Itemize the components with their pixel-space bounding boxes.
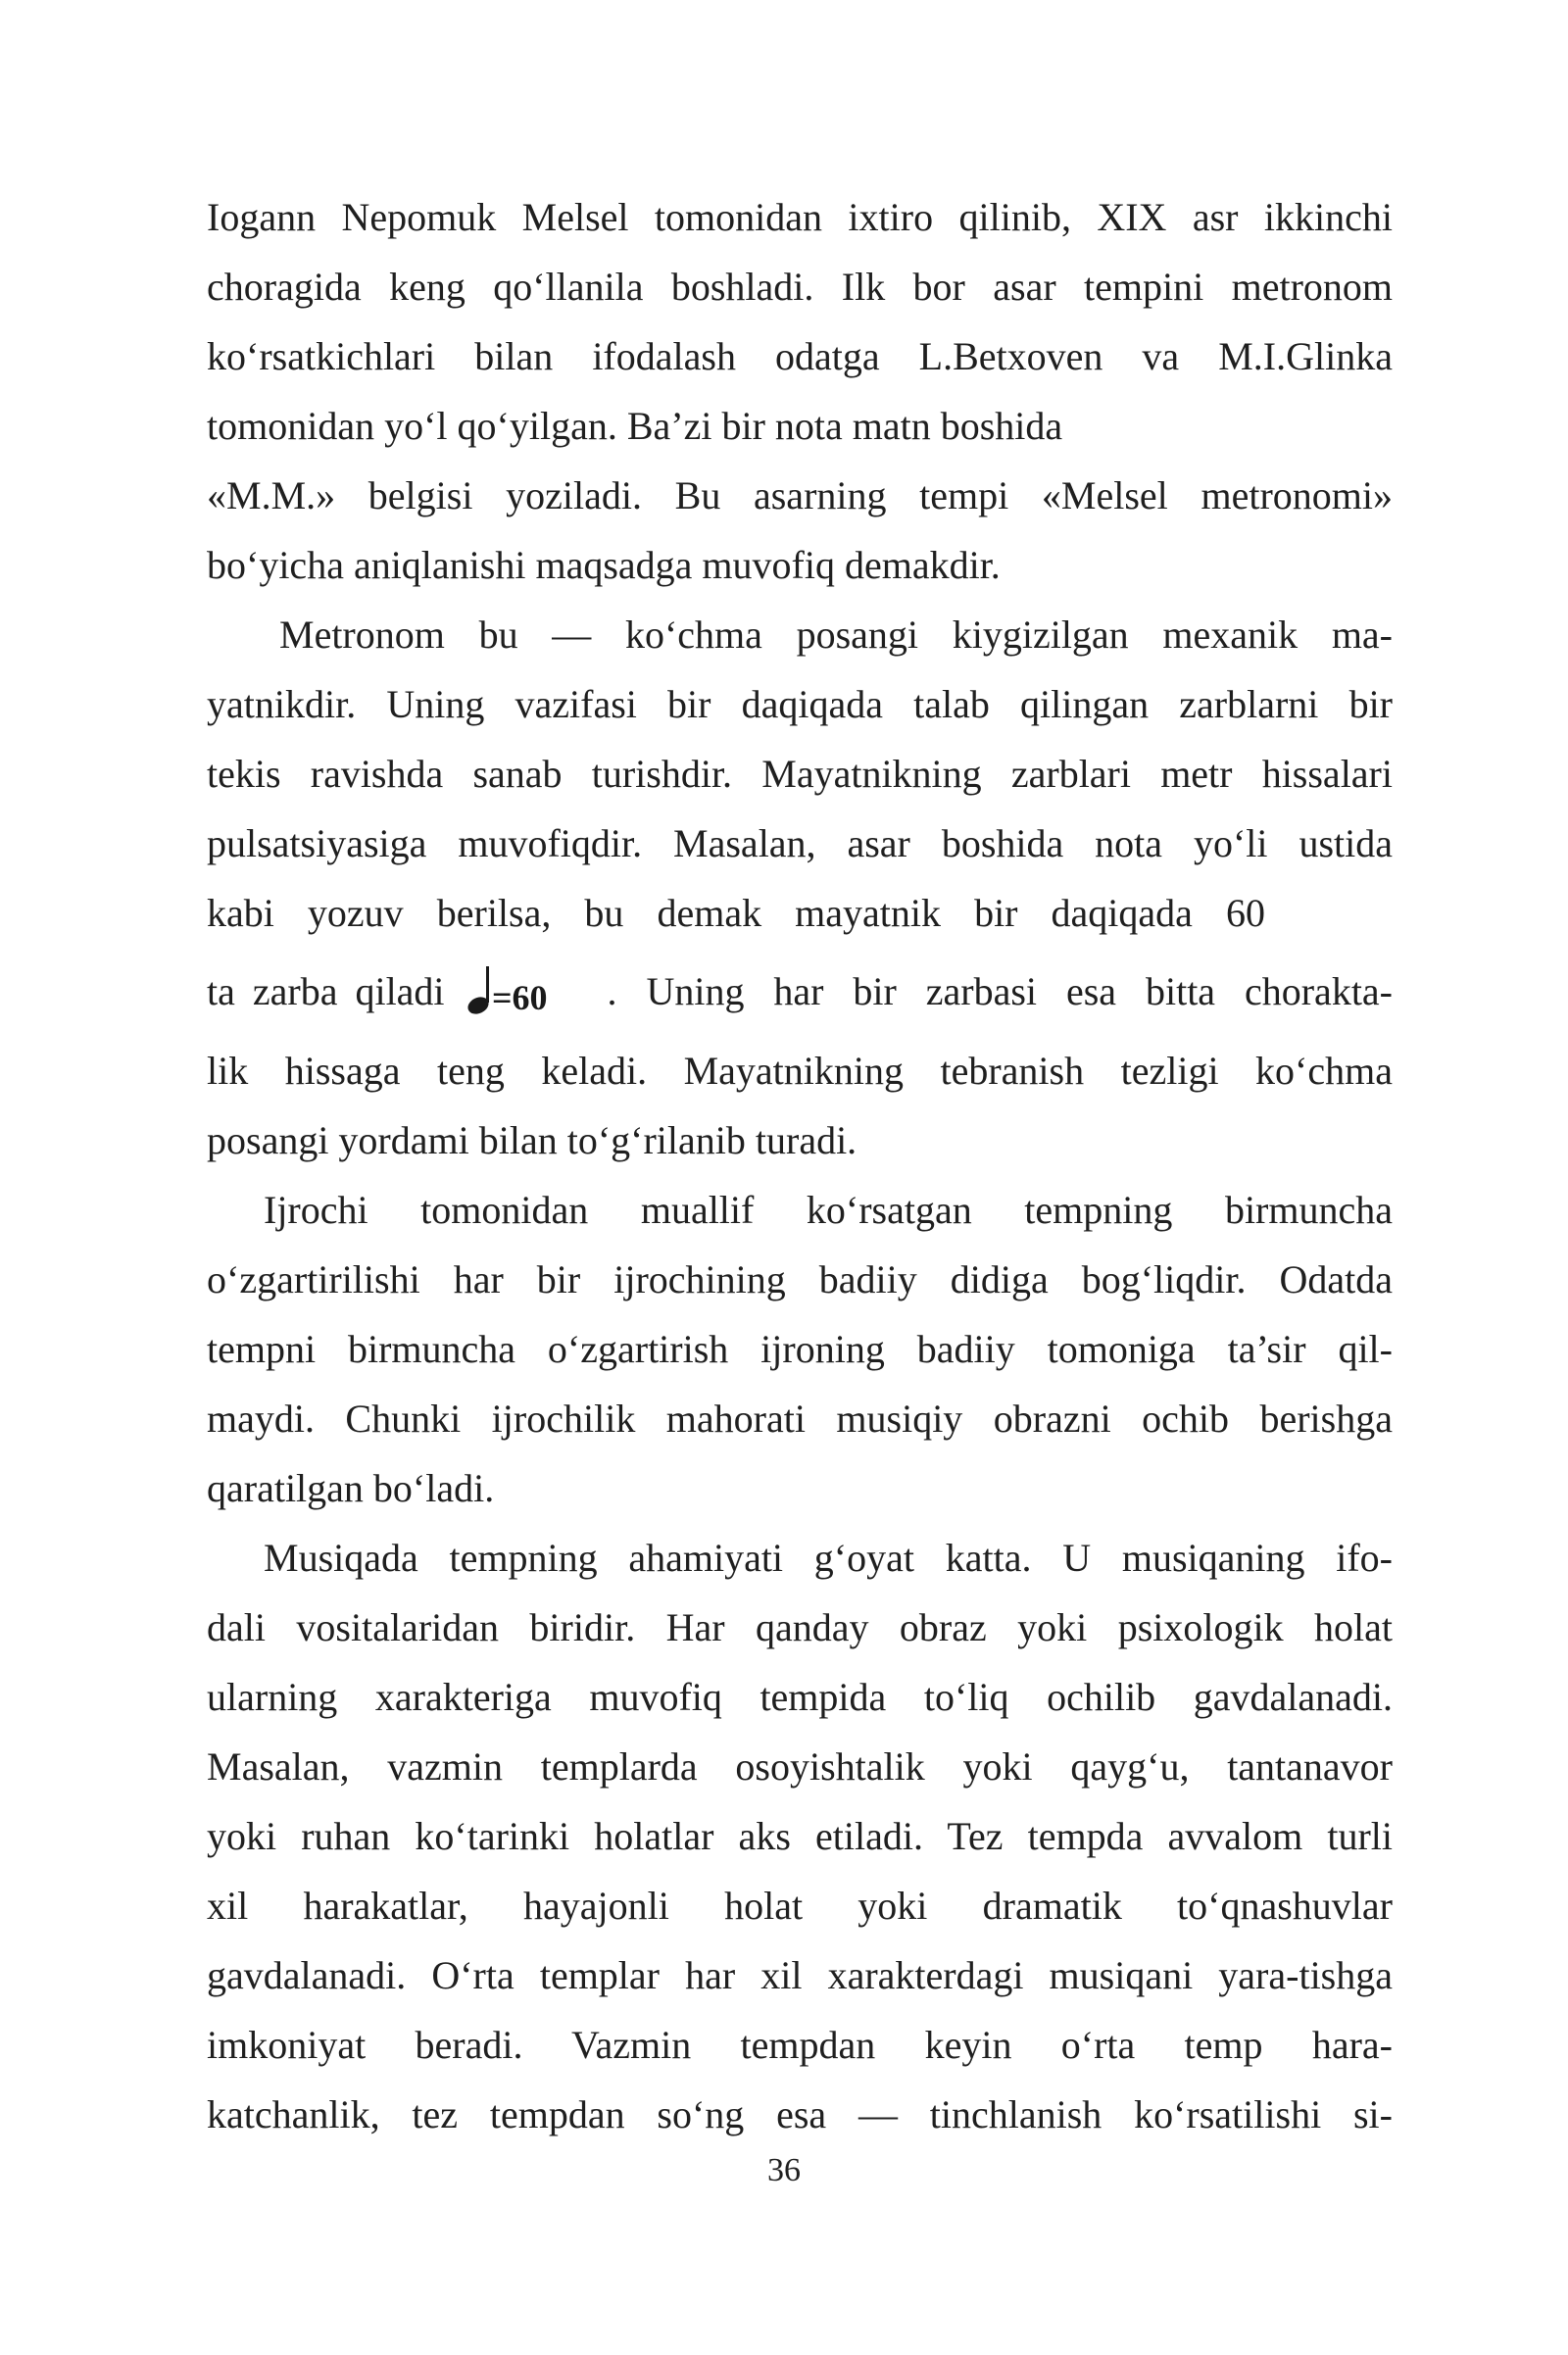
formula-text: =60: [491, 978, 548, 1017]
page-number: 36: [767, 2152, 801, 2188]
text-line: lik hissaga teng keladi. Mayatnikning tebranish tezligi ko‘chma: [207, 1049, 1393, 1093]
text-line: posangi yordami bilan to‘g‘rilanib turadi.: [207, 1118, 858, 1162]
text-line: xil harakatlar, hayajonli holat yoki dramatik to‘qnashuvlar: [207, 1884, 1393, 1928]
text-line: gavdalanadi. O‘rta templar har xil xarakterdagi musiqani yara-tishga: [207, 1953, 1393, 1997]
text-line: qaratilgan bo‘ladi.: [207, 1466, 495, 1510]
metronome-marking: [465, 962, 600, 1021]
paragraph-1: [207, 182, 1393, 600]
quarter-note-icon: [465, 962, 600, 1021]
paragraph-2: [207, 600, 1393, 1175]
text-line: Iogann Nepomuk Melsel tomonidan ixtiro qilinib, XIX asr ikkinchi: [207, 195, 1393, 239]
text-line: maydi. Chunki ijrochilik mahorati musiqiy obrazni ochib berishga: [207, 1397, 1393, 1441]
text-line: yatnikdir. Uning vazifasi bir daqiqada talab qilingan zarblarni bir: [207, 682, 1393, 726]
text-line: imkoniyat beradi. Vazmin tempdan keyin o‘rta temp hara-: [207, 2023, 1393, 2067]
text-line: dali vositalaridan biridir. Har qanday obraz yoki psixologik holat: [207, 1605, 1393, 1649]
text-line: ko‘rsatkichlari bilan ifodalash odatga L.Betxoven va M.I.Glinka: [207, 334, 1393, 378]
text-line: ularning xarakteriga muvofiq tempida to‘liq ochilib gavdalanadi.: [207, 1675, 1393, 1719]
text-line: «M.M.» belgisi yoziladi. Bu asarning tempi «Melsel metronomi»: [207, 473, 1393, 517]
text-line: o‘zgartirilishi har bir ijrochining badiiy didiga bog‘liqdir. Odatda: [207, 1257, 1393, 1301]
text-line: katchanlik, tez tempdan so‘ng esa — tinchlanish ko‘rsatilishi si-: [207, 2092, 1393, 2136]
text-line: Metronom bu — ko‘chma posangi kiygizilgan mexanik ma-: [279, 613, 1393, 657]
paragraph-4: [207, 1523, 1393, 2149]
text-line: tekis ravishda sanab turishdir. Mayatnikning zarblari metr hissalari: [207, 752, 1393, 796]
text-line: Ijrochi tomonidan muallif ko‘rsatgan tempning birmuncha: [264, 1188, 1393, 1232]
text-line: tomonidan yo‘l qo‘yilgan. Ba’zi bir nota matn boshida: [207, 404, 1063, 448]
text-line: yoki ruhan ko‘tarinki holatlar aks etiladi. Tez tempda avvalom turli: [207, 1814, 1393, 1858]
text-line: Masalan, vazmin templarda osoyishtalik yoki qayg‘u, tantanavor: [207, 1744, 1393, 1789]
text-line: kabi yozuv berilsa, bu demak mayatnik bir daqiqada 60: [207, 891, 1265, 935]
text-fragment: ta zarba qiladi: [207, 969, 445, 1013]
text-fragment: . Uning har bir zarbasi esa bitta chorakta-: [607, 969, 1393, 1013]
page-body: [207, 182, 1393, 2149]
text-line: tempni birmuncha o‘zgartirish ijroning badiiy tomoniga ta’sir qil-: [207, 1327, 1393, 1371]
paragraph-3: [207, 1175, 1393, 1523]
text-line: choragida keng qo‘llanila boshladi. Ilk bor asar tempini metronom: [207, 265, 1393, 309]
text-line: bo‘yicha aniqlanishi maqsadga muvofiq demakdir.: [207, 543, 1001, 587]
text-line: Musiqada tempning ahamiyati g‘oyat katta. U musiqaning ifo-: [264, 1536, 1393, 1580]
metronome-formula-line: [207, 948, 1393, 1036]
text-line: pulsatsiyasiga muvofiqdir. Masalan, asar boshida nota yo‘li ustida: [207, 821, 1393, 865]
